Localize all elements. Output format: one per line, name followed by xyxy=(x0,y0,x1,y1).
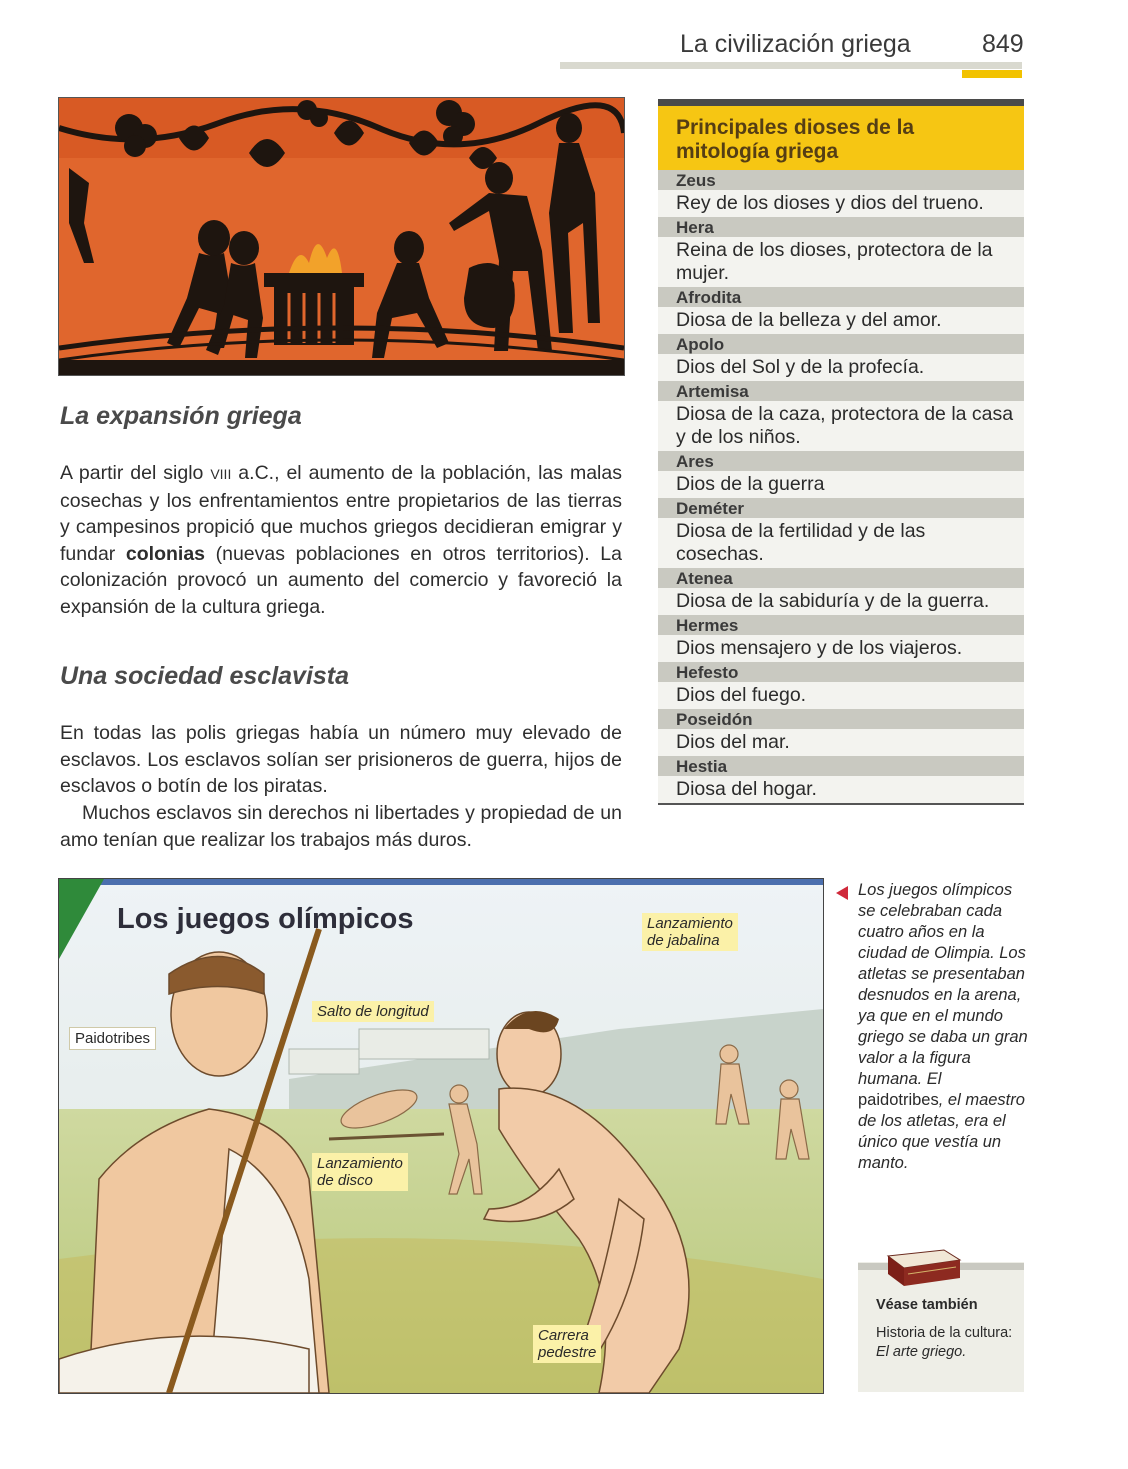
god-description: Diosa de la belleza y del amor. xyxy=(658,307,1024,334)
see-also-ref: Historia de la cultura: xyxy=(876,1325,1013,1341)
expansion-text-2: a.C., el aumento de la población, las malas cosechas y los enfrentamientos entre propietarios de las tierras y campesinos propició que muchos griegos decidieran emigrar y fundar xyxy=(60,462,622,565)
god-name: Atenea xyxy=(658,568,1024,588)
label-carrera-pedestre xyxy=(533,1325,601,1363)
caption-text-1: Los juegos olímpicos se celebraban cada cuatro años en la ciudad de Olimpia. Los atletas se presentaban desnudos en la arena, ya que en el mundo griego se daba un gran valor a la figura humana. El xyxy=(858,881,1028,1088)
greek-vase-image xyxy=(58,97,625,376)
label-lanzamiento-jabalina xyxy=(642,913,738,951)
label-jabalina-line1: Lanzamiento xyxy=(647,915,733,932)
gods-table xyxy=(658,99,1024,805)
label-carrera-line2: pedestre xyxy=(538,1344,597,1361)
olympics-caption xyxy=(858,880,1028,1174)
label-lanzamiento-disco xyxy=(312,1153,408,1191)
label-jabalina-line2: de jabalina xyxy=(647,932,720,949)
god-description: Dios de la guerra xyxy=(658,471,1024,498)
header-accent-bar xyxy=(962,70,1022,78)
century-numeral: VIII xyxy=(210,466,232,482)
god-name: Zeus xyxy=(658,170,1024,190)
see-also-link[interactable]: El arte griego. xyxy=(876,1344,967,1360)
god-name: Hestia xyxy=(658,756,1024,776)
expansion-paragraph xyxy=(60,460,622,620)
god-name: Ares xyxy=(658,451,1024,471)
page-number: 849 xyxy=(982,30,1024,58)
vase-illustration xyxy=(59,98,624,375)
running-header-title: La civilización griega xyxy=(680,30,911,58)
god-description: Diosa del hogar. xyxy=(658,776,1024,803)
keyword-colonias: colonias xyxy=(125,542,206,565)
see-also-title: Véase también xyxy=(876,1297,978,1313)
expansion-text-3: (nuevas poblaciones en otros territorios). La colonización provocó un aumento del comercio y favoreció la expansión de la cultura griega. xyxy=(60,542,622,618)
god-name: Hera xyxy=(658,217,1024,237)
god-name: Afrodita xyxy=(658,287,1024,307)
gods-table-rows xyxy=(658,170,1024,803)
label-disco-line1: Lanzamiento xyxy=(317,1155,403,1172)
book-icon xyxy=(884,1246,964,1295)
god-description: Diosa de la caza, protectora de la casa y de los niños. xyxy=(658,401,1024,451)
olympic-games-title: Los juegos olímpicos xyxy=(117,903,414,935)
caption-arrow-icon xyxy=(836,886,848,900)
gods-table-header xyxy=(658,106,1024,170)
slavery-paragraph-2: Muchos esclavos sin derechos ni libertades y propiedad de un amo tenían que realizar los trabajos más duros. xyxy=(60,802,622,851)
god-name: Hefesto xyxy=(658,662,1024,682)
slavery-paragraph-1: En todas las polis griegas había un número muy elevado de esclavos. Los esclavos solían ser prisioneros de guerra, hijos de esclavos o botín de los piratas. xyxy=(60,722,622,797)
god-description: Diosa de la fertilidad y de las cosechas. xyxy=(658,518,1024,568)
god-description: Dios del fuego. xyxy=(658,682,1024,709)
expansion-heading: La expansión griega xyxy=(60,402,302,430)
god-description: Dios del mar. xyxy=(658,729,1024,756)
label-carrera-line1: Carrera xyxy=(538,1327,589,1344)
expansion-text-1: A partir del siglo xyxy=(60,462,211,484)
god-description: Dios del Sol y de la profecía. xyxy=(658,354,1024,381)
god-name: Apolo xyxy=(658,334,1024,354)
label-disco-line2: de disco xyxy=(317,1172,373,1189)
gods-table-bottom-rule xyxy=(658,803,1024,805)
header-rule xyxy=(560,62,1022,69)
gods-table-title: Principales dioses de la mitología griega xyxy=(676,116,915,163)
label-salto-longitud: Salto de longitud xyxy=(312,1001,434,1022)
olympic-games-illustration xyxy=(58,878,824,1394)
god-name: Hermes xyxy=(658,615,1024,635)
caption-text-2: , el maestro de los atletas, era el único que vestía un manto. xyxy=(858,1091,1025,1172)
god-description: Diosa de la sabiduría y de la guerra. xyxy=(658,588,1024,615)
slavery-heading: Una sociedad esclavista xyxy=(60,662,350,690)
gods-table-top-rule xyxy=(658,99,1024,106)
god-name: Deméter xyxy=(658,498,1024,518)
god-description: Rey de los dioses y dios del trueno. xyxy=(658,190,1024,217)
god-name: Poseidón xyxy=(658,709,1024,729)
see-also-text[interactable] xyxy=(876,1324,1016,1362)
label-paidotribes: Paidotribes xyxy=(69,1027,156,1050)
olympic-scene xyxy=(59,879,823,1393)
god-description: Reina de los dioses, protectora de la mujer. xyxy=(658,237,1024,287)
caption-term: paidotribes xyxy=(858,1091,939,1109)
god-description: Dios mensajero y de los viajeros. xyxy=(658,635,1024,662)
god-name: Artemisa xyxy=(658,381,1024,401)
